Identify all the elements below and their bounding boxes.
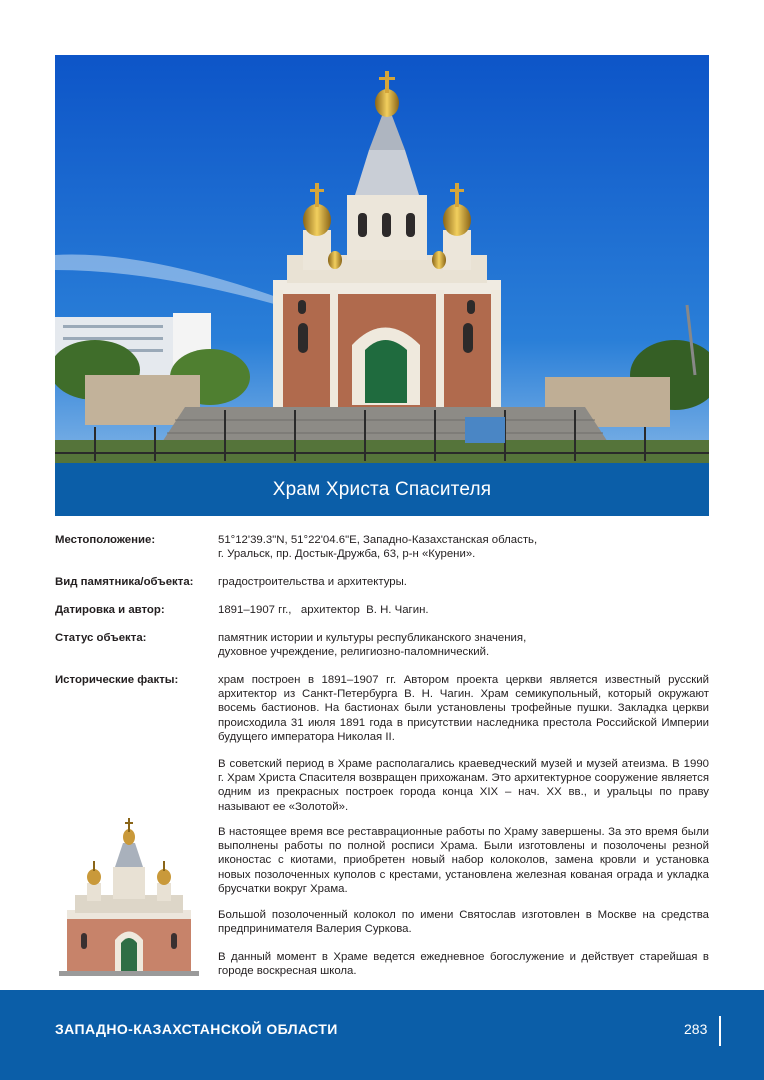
- fact-paragraph: В советский период в Храме располагались краеведческий музей и музей атеизма. В 1990 г. Храм Христа Спасителя возвращен прихожанам. Это архитектурное сооружение является одним из прекрасных построек города конца XIX – нач. XX вв., и уральцы по праву называют ее «Золотой».: [218, 758, 709, 813]
- footer-divider: [719, 1016, 721, 1046]
- page-number: 283: [684, 1021, 708, 1037]
- page-footer: [0, 990, 764, 1080]
- cathedral-illustration: [55, 815, 203, 980]
- status-line-1: памятник истории и культуры республиканского значения,: [218, 632, 527, 644]
- footer-region: ЗАПАДНО-КАЗАХСТАНСКОЙ ОБЛАСТИ: [55, 1021, 338, 1037]
- status-label: Статус объекта:: [55, 632, 147, 644]
- title-band: [55, 463, 709, 516]
- location-label: Местоположение:: [55, 534, 156, 546]
- dating-label: Датировка и автор:: [55, 604, 165, 616]
- type-label: Вид памятника/объекта:: [55, 576, 194, 588]
- location-line-1: 51°12'39.3"N, 51°22'04.6"E, Западно-Казахстанская область,: [218, 534, 538, 546]
- cathedral-photo: [55, 55, 709, 463]
- status-line-2: духовное учреждение, религиозно-паломнический.: [218, 646, 490, 659]
- fact-paragraph: Большой позолоченный колокол по имени Святослав изготовлен в Москве на средства предпринимателя Валерия Суркова.: [218, 909, 709, 936]
- fact-paragraph: В настоящее время все реставрационные работы по Храму завершены. За это время были выполнены работы по полной росписи Храма. Были изготовлены и позолочены резной иконостас с киотами, приобретен новый набор колоколов, замена кровли и установка новых позолоченных куполов с крестами, установлена железная кованая ограда и укладка брусчатки вокруг Храма.: [218, 826, 709, 895]
- fact-paragraph: храм построен в 1891–1907 гг. Автором проекта церкви является известный русский архитектор из Санкт-Петербурга В. Н. Чагин. Храм семикупольный, который окружают восемь бастионов. На бастионах были установлены трофейные пушки. Закладка церкви происходила 31 июля 1891 года в присутствии наследника престола Российской Империи будущего императора Николая II.: [218, 674, 709, 743]
- fact-paragraph: В данный момент в Храме ведется ежедневное богослужение и действует старейшая в городе воскресная школа.: [218, 951, 709, 978]
- facts-label: Исторические факты:: [55, 674, 179, 686]
- location-line-2: г. Уральск, пр. Достык-Дружба, 63, р-н «Курени».: [218, 548, 476, 561]
- type-value: градостроительства и архитектуры.: [218, 576, 407, 588]
- monument-title: Храм Христа Спасителя: [272, 478, 492, 500]
- dating-value: 1891–1907 гг., архитектор В. Н. Чагин.: [218, 604, 429, 616]
